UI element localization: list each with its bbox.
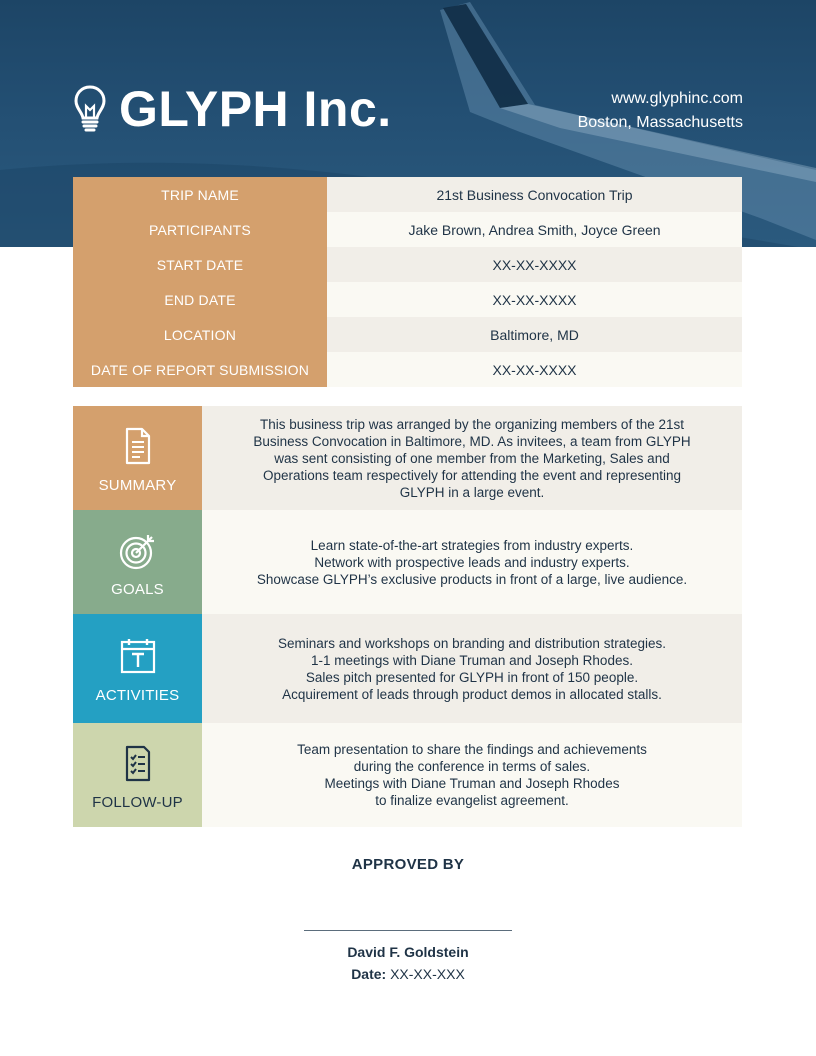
company-website: www.glyphinc.com: [611, 90, 743, 107]
participants-row: [73, 212, 742, 247]
approver-name: David F. Goldstein: [347, 944, 469, 960]
goals-tile: [73, 510, 202, 614]
report-date-value: XX-XX-XXXX: [327, 352, 742, 387]
follow-up-tile: [73, 723, 202, 827]
trip-name-value: 21st Business Convocation Trip: [327, 177, 742, 212]
approval-date-label: Date:: [351, 966, 387, 982]
start-date-value: XX-XX-XXXX: [327, 247, 742, 282]
report-date-label: DATE OF REPORT SUBMISSION: [73, 352, 327, 387]
end-date-value: XX-XX-XXXX: [327, 282, 742, 317]
approval-date: [0, 966, 816, 982]
goals-label: GOALS: [111, 580, 164, 598]
trip-name-row: [73, 177, 742, 212]
approval-date-value: XX-XX-XXX: [390, 966, 465, 982]
start-date-row: [73, 247, 742, 282]
goals-section: [73, 510, 742, 614]
location-value: Baltimore, MD: [327, 317, 742, 352]
follow-up-line: during the conference in terms of sales.: [353, 759, 591, 774]
goals-text: [202, 510, 742, 614]
follow-up-label: FOLLOW-UP: [92, 793, 183, 811]
target-icon: [118, 531, 158, 571]
signature-line: [304, 930, 512, 931]
follow-up-line: Meetings with Diane Truman and Joseph Rhodes: [324, 776, 620, 791]
follow-up-text: [202, 723, 742, 827]
company-logo-text: GLYPH Inc.: [119, 81, 392, 137]
summary-line: Operations team respectively for attending the event and representing: [263, 467, 681, 483]
goals-line: Learn state-of-the-art strategies from industry experts.: [310, 537, 634, 553]
activities-label: ACTIVITIES: [95, 687, 180, 704]
company-city: Boston, Massachusetts: [577, 114, 743, 131]
report-date-row: [73, 352, 742, 387]
activities-tile: [73, 614, 202, 723]
end-date-label: END DATE: [73, 282, 327, 317]
participants-value: Jake Brown, Andrea Smith, Joyce Green: [327, 212, 742, 247]
lightbulb-icon: [73, 84, 107, 139]
follow-up-line: to finalize evangelist agreement.: [375, 793, 569, 808]
start-date-label: START DATE: [73, 247, 327, 282]
summary-label: SUMMARY: [98, 476, 177, 494]
location-label: LOCATION: [73, 317, 327, 352]
trip-name-label: TRIP NAME: [73, 177, 327, 212]
location-row: [73, 317, 742, 352]
calendar-icon: [119, 637, 157, 677]
summary-line: GLYPH in a large event.: [399, 484, 545, 500]
activities-line: 1-1 meetings with Diane Truman and Joseph Rhodes.: [311, 652, 633, 668]
goals-line: Showcase GLYPH’s exclusive products in front of a large, live audience.: [256, 571, 688, 587]
activities-line: Seminars and workshops on branding and distribution strategies.: [278, 635, 666, 651]
activities-text: [202, 614, 742, 723]
summary-section: [73, 406, 742, 510]
trip-details-table: [73, 177, 742, 387]
follow-up-section: [73, 723, 742, 827]
company-contact: [578, 87, 743, 135]
activities-section: [73, 614, 742, 723]
summary-line: Business Convocation in Baltimore, MD. As invitees, a team from GLYPH: [253, 433, 691, 449]
follow-up-line: Team presentation to share the findings and achievements: [297, 742, 647, 757]
activities-line: Acquirement of leads through product demos in allocated stalls.: [282, 686, 662, 702]
summary-line: This business trip was arranged by the organizing members of the 21st: [260, 416, 684, 432]
summary-tile: [73, 406, 202, 510]
checklist-icon: [124, 744, 152, 784]
goals-line: Network with prospective leads and industry experts.: [314, 554, 630, 570]
summary-text: [202, 406, 742, 510]
activities-line: Sales pitch presented for GLYPH in front of 150 people.: [305, 669, 639, 685]
approved-by-heading: APPROVED BY: [351, 856, 465, 873]
end-date-row: [73, 282, 742, 317]
participants-label: PARTICIPANTS: [73, 212, 327, 247]
document-icon: [124, 427, 152, 467]
summary-line: was sent consisting of one member from the Marketing, Sales and: [274, 450, 670, 466]
report-sections: [73, 406, 742, 827]
